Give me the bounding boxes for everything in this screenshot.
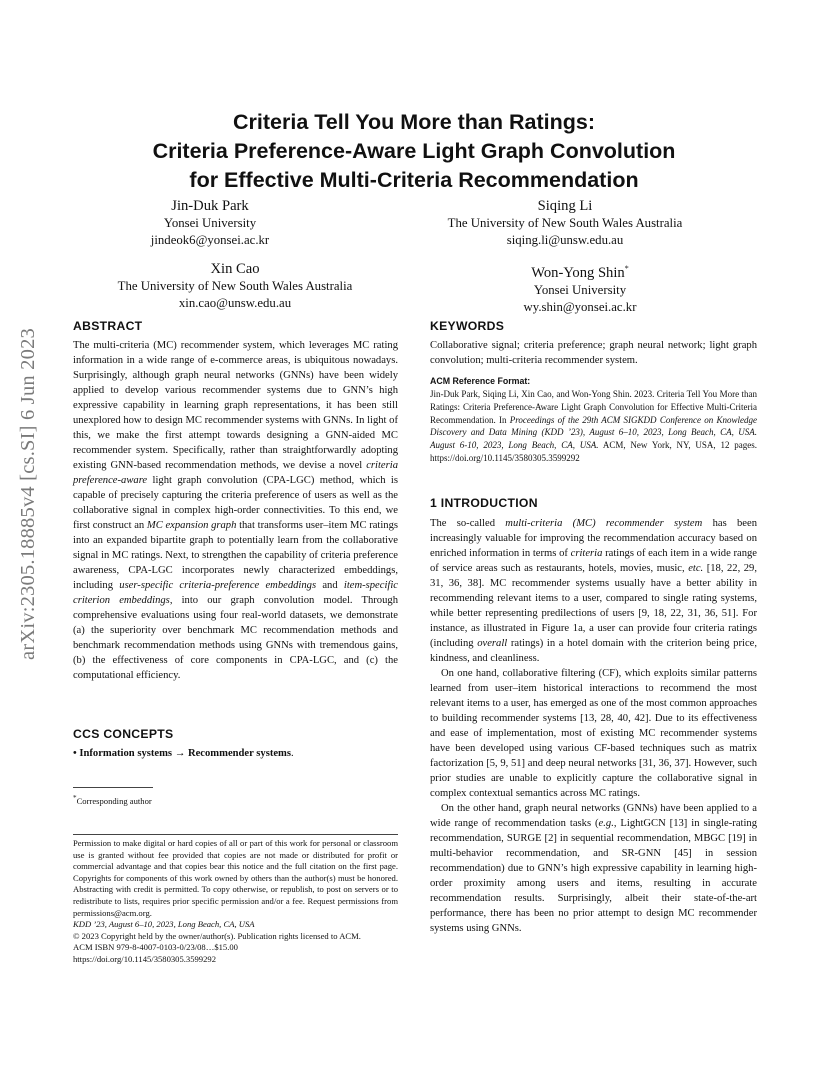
author-name: Xin Cao <box>210 261 260 277</box>
footnote-divider <box>73 787 153 788</box>
footnote: *Corresponding author <box>73 794 152 806</box>
ccs-concepts: • Information systems → Recommender systems. <box>73 748 294 759</box>
ccs-heading: CCS CONCEPTS <box>73 727 174 741</box>
reference-format-text: Jin-Duk Park, Siqing Li, Xin Cao, and Won-Yong Shin. 2023. Criteria Tell You More than Ratings: Criteria Preference-Aware Light Graph Convolution for Effective Multi-Criteria Recommendation. In Proceedings of the 29th ACM SIGKDD Conference on Knowledge Discovery and Data Mining (KDD ’23), August 6–10, 2023, Long Beach, CA, USA. August 6-10, 2023, Long Beach, CA, USA. ACM, New York, NY, USA, 12 pages. https://doi.org/10.1145/3580305.3599292 <box>430 389 757 463</box>
copyright-line: © 2023 Copyright held by the owner/author(s). Publication rights licensed to ACM. <box>73 930 361 941</box>
conference-venue: KDD ’23, August 6–10, 2023, Long Beach, CA, USA <box>73 919 255 930</box>
author-block <box>480 260 680 315</box>
author-affiliation: The University of New South Wales Australia <box>117 279 353 293</box>
author-affiliation: The University of New South Wales Australia <box>447 216 683 230</box>
title-line-2: Criteria Preference-Aware Light Graph Convolution <box>152 139 676 163</box>
reference-format-heading: ACM Reference Format: <box>430 376 531 386</box>
permission-block <box>73 838 398 966</box>
author-name: Won-Yong Shin* <box>531 264 629 281</box>
keywords-heading: KEYWORDS <box>430 319 505 333</box>
keywords-text: Collaborative signal; criteria preference; graph neural network; light graph convolution; multi-criteria recommender system. <box>430 340 757 366</box>
intro-paragraph: On the other hand, graph neural networks (GNNs) have been applied to a wide range of recommendation tasks (e.g., LightGCN [13] in single-rating recommendation, SURGE [2] in sequential recommendation, MBGC [19] in multi-behavior recommendation, and SR-GNN [45] in session recommendation) due to GNN’s high expressive capability in learning high-order proximity among users and items, resulting in accurate recommendation results. Surprisingly, albeit their state-of-the-art performance, there has been no prior attempt to design MC recommender systems using GNNs. <box>430 803 757 934</box>
ccs-item: • Information systems → Recommender systems <box>73 748 292 759</box>
author-email: jindeok6@yonsei.ac.kr <box>150 232 270 247</box>
doi-link[interactable]: https://doi.org/10.1145/3580305.3599292 <box>73 953 216 964</box>
permission-text: Permission to make digital or hard copies of all or part of this work for personal or classroom use is granted without fee provided that copies are not made or distributed for profit or commercial advantage and that copies bear this notice and the full citation on the first page. Copyrights for components of this work owned by others than the author(s) must be honored. Abstracting with credit is permitted. To copy otherwise, or republish, to post on servers or to redistribute to lists, requires prior specific permission and/or a fee. Request permissions from permissions@acm.org. <box>73 838 398 918</box>
author-email: xin.cao@unsw.edu.au <box>178 295 292 310</box>
arxiv-identifier: arXiv:2305.18885v4 [cs.SI] 6 Jun 2023 <box>17 328 39 660</box>
author-affiliation: Yonsei University <box>533 282 627 297</box>
author-affiliation: Yonsei University <box>163 216 257 230</box>
author-email: wy.shin@yonsei.ac.kr <box>523 299 637 314</box>
intro-paragraph: The so-called multi-criteria (MC) recommender system has been increasingly valuable for improving the recommendation accuracy based on enriched information in terms of criteria ratings of each item in a wide range of service areas such as restaurants, hotels, movies, music, etc. [18, 22, 29, 31, 36, 38]. MC recommender systems usually have a better ability in recommending relevant items to a user, compared to single rating systems, while better representing predilections of users [9, 18, 22, 31, 36, 51]. For instance, as illustrated in Figure 1a, a user can provide four criteria ratings (including overall ratings) in a hotel domain with the criterion being price, kindness, and cleanliness. <box>430 518 758 664</box>
introduction-body <box>430 516 757 936</box>
author-name: Siqing Li <box>537 198 593 214</box>
intro-paragraph: On one hand, collaborative filtering (CF), which exploits similar patterns learned from user–item historical interactions to recommend the most relevant items to a user, has emerged as one of the most common approaches to building recommender systems [13, 28, 40, 42]. Due to its effectiveness and ease of implementation, most of existing MC recommender systems have been developed using various CF-based techniques such as matrix factorization [5, 9, 51] and deep neural networks [31, 36, 37]. However, such prior studies are unable to explicitly capture the collaborative signal in complex contextual semantics across MC ratings. <box>430 668 757 799</box>
author-block <box>440 197 690 249</box>
paper-title <box>60 108 768 195</box>
title-line-3: for Effective Multi-Criteria Recommendation <box>189 168 639 192</box>
introduction-heading: 1 INTRODUCTION <box>430 496 538 510</box>
permission-divider <box>73 834 398 835</box>
abstract-body: The multi-criteria (MC) recommender system, which leverages MC rating information in a wide range of e-commerce areas, is ubiquitous nowadays. Surprisingly, although graph neural networks (GNNs) have been widely applied to develop various recommender systems due to GNN’s high expressive capability in learning graph representations, it has been still unexplored how to design MC recommender systems with GNNs. In light of this, we make the first attempt towards designing a GNN-aided MC recommender system. Specifically, rather than straightforwardly adopting existing GNN-based recommendation methods, we devise a novel criteria preference-aware light graph convolution (CPA-LGC) method, which is capable of precisely capturing the criteria preference of users as well as the collaborative signal in complex high-order connectivities. To this end, we first construct an MC expansion graph that transforms user–item MC ratings into an expanded bipartite graph to potentially learn from the collaborative signal in MC ratings. Next, to strengthen the capability of criteria preference awareness, CPA-LGC incorporates newly characterized embeddings, including user-specific criteria-preference embeddings and item-specific criterion embeddings, into our graph convolution model. Through comprehensive evaluations using four real-world datasets, we demonstrate (a) the superiority over benchmark MC recommendation methods and benchmark recommendation methods using GNNs with tremendous gains, (b) the effectiveness of core components in CPA-LGC, and (c) the computational efficiency. <box>73 340 399 681</box>
abstract-heading: ABSTRACT <box>73 319 143 333</box>
author-name: Jin-Duk Park <box>171 198 249 214</box>
author-block <box>100 260 370 312</box>
title-line-1: Criteria Tell You More than Ratings: <box>233 110 595 134</box>
isbn-line: ACM ISBN 979-8-4007-0103-0/23/08…$15.00 <box>73 942 238 953</box>
author-block <box>110 197 310 249</box>
author-email: siqing.li@unsw.edu.au <box>506 232 624 247</box>
